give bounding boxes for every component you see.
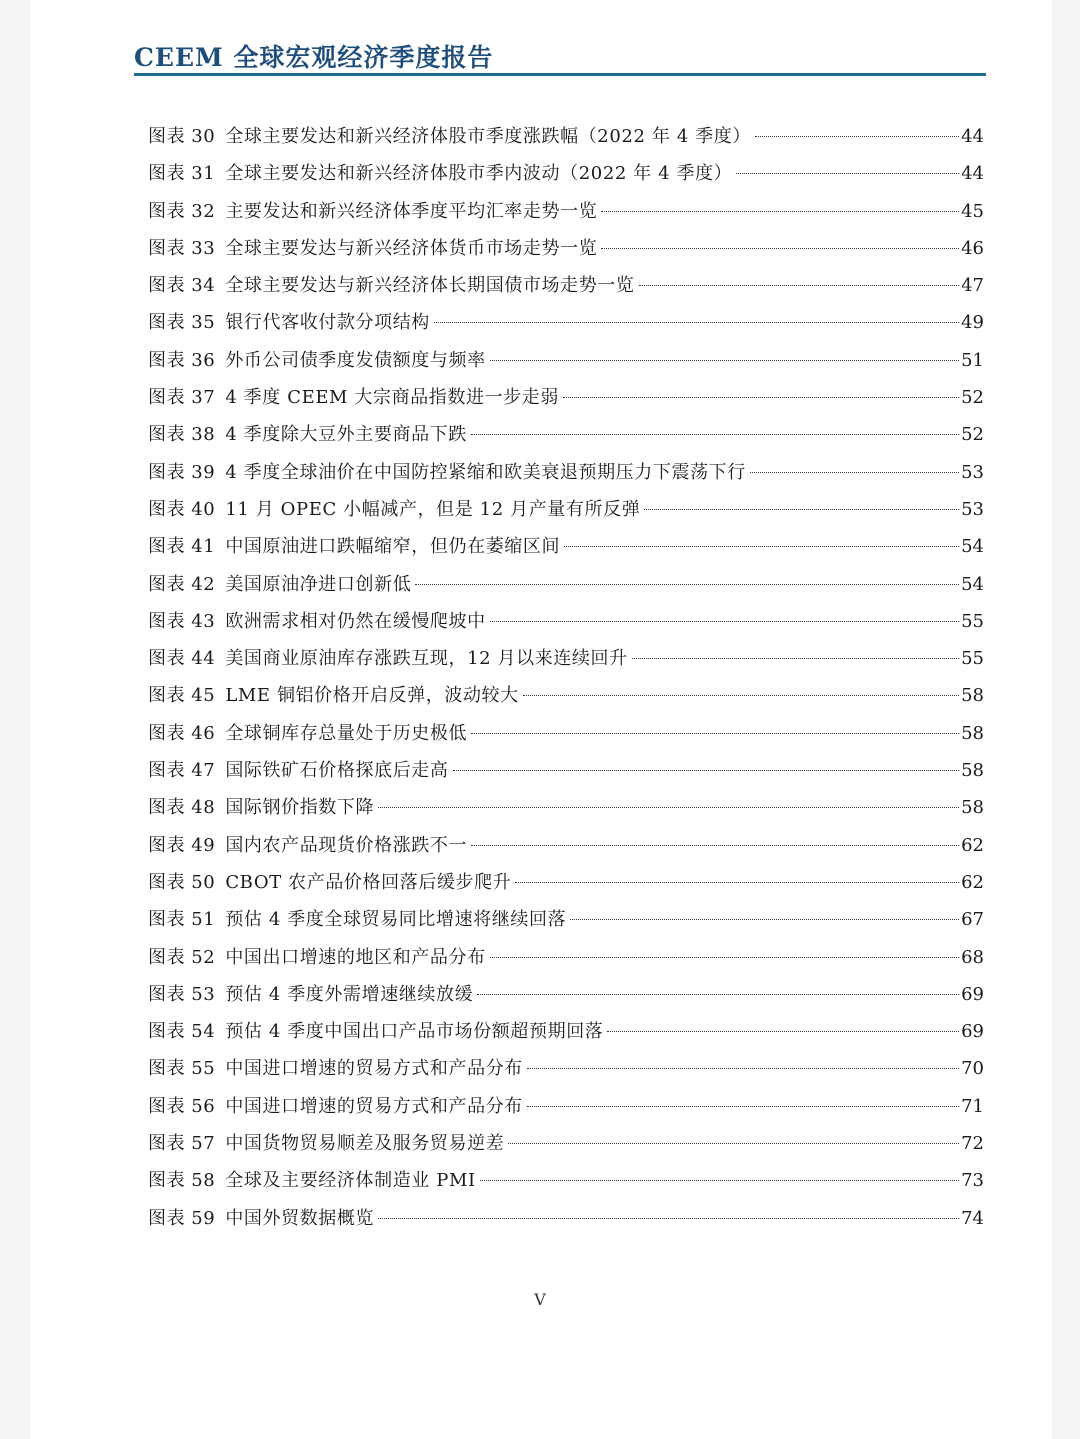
toc-entry[interactable]	[148, 1125, 984, 1162]
toc-entry-number: 50	[191, 871, 216, 893]
toc-entry[interactable]	[148, 1013, 984, 1050]
toc-entry-page: 55	[961, 610, 984, 632]
toc-entry-title: 预估 4 季度中国出口产品市场份额超预期回落	[225, 1021, 604, 1043]
toc-dot-leader	[750, 472, 959, 473]
toc-entry[interactable]	[148, 155, 984, 192]
toc-entry-title: 全球及主要经济体制造业 PMI	[225, 1170, 476, 1192]
toc-dot-leader	[415, 584, 959, 585]
toc-dot-leader	[515, 882, 959, 883]
toc-entry-number: 51	[191, 909, 216, 931]
toc-entry-title: 中国进口增速的贸易方式和产品分布	[225, 1058, 523, 1080]
toc-entry-title: 全球主要发达与新兴经济体长期国债市场走势一览	[225, 275, 635, 297]
toc-dot-leader	[570, 919, 959, 920]
toc-entry[interactable]	[148, 491, 984, 528]
toc-entry-number: 33	[191, 237, 216, 259]
toc-entry-label: 图表	[148, 237, 186, 259]
toc-entry-title: 银行代客收付款分项结构	[225, 312, 430, 334]
toc-entry-number: 56	[191, 1095, 216, 1117]
toc-dot-leader	[471, 845, 959, 846]
toc-entry-page: 44	[961, 126, 984, 147]
toc-entry-page: 58	[961, 797, 984, 819]
toc-entry[interactable]	[148, 640, 984, 677]
toc-entry-label: 图表	[148, 760, 186, 782]
toc-entry-title: LME 铜铝价格开启反弹，波动较大	[225, 685, 519, 707]
toc-entry-number: 36	[191, 349, 216, 371]
toc-entry-number: 54	[191, 1021, 216, 1043]
toc-entry-title: 主要发达和新兴经济体季度平均汇率走势一览	[225, 200, 598, 222]
toc-entry[interactable]	[148, 901, 984, 938]
toc-entry-number: 53	[191, 983, 216, 1005]
toc-entry[interactable]	[148, 528, 984, 565]
toc-entry-label: 图表	[148, 1207, 186, 1229]
toc-entry[interactable]	[148, 304, 984, 341]
toc-dot-leader	[490, 957, 959, 958]
toc-entry-page: 62	[961, 871, 984, 893]
toc-entry-page: 44	[961, 163, 984, 185]
toc-dot-leader	[601, 248, 959, 249]
toc-entry-page: 54	[961, 573, 984, 595]
toc-entry-title: 11 月 OPEC 小幅减产，但是 12 月产量有所反弹	[225, 498, 641, 520]
toc-entry-label: 图表	[148, 126, 186, 147]
toc-entry-page: 51	[961, 349, 984, 371]
toc-entry-title: 全球主要发达和新兴经济体股市季内波动（2022 年 4 季度）	[225, 163, 733, 185]
toc-entry-label: 图表	[148, 834, 186, 856]
toc-entry-label: 图表	[148, 1095, 186, 1117]
toc-entry[interactable]	[148, 827, 984, 864]
toc-entry-title: 美国商业原油库存涨跌互现，12 月以来连续回升	[225, 648, 628, 670]
toc-entry[interactable]	[148, 1050, 984, 1087]
toc-entry-title: 4 季度除大豆外主要商品下跌	[225, 424, 467, 446]
toc-entry[interactable]	[148, 342, 984, 379]
toc-dot-leader	[490, 360, 959, 361]
toc-entry-page: 58	[961, 760, 984, 782]
toc-dot-leader	[471, 733, 959, 734]
toc-entry-page: 47	[961, 275, 984, 297]
toc-entry[interactable]	[148, 454, 984, 491]
toc-entry-page: 73	[961, 1170, 984, 1192]
toc-entry-label: 图表	[148, 387, 186, 409]
toc-entry-title: 国际铁矿石价格探底后走高	[225, 760, 449, 782]
toc-dot-leader	[508, 1143, 959, 1144]
toc-entry-title: 预估 4 季度全球贸易同比增速将继续回落	[225, 909, 567, 931]
toc-entry-number: 47	[191, 760, 216, 782]
toc-entry-number: 38	[191, 424, 216, 446]
toc-entry-title: 全球主要发达和新兴经济体股市季度涨跌幅（2022 年 4 季度）	[225, 126, 751, 147]
toc-entry-page: 52	[961, 387, 984, 409]
toc-entry-title: 4 季度全球油价在中国防控紧缩和欧美衰退预期压力下震荡下行	[225, 461, 746, 483]
toc-entry[interactable]	[148, 677, 984, 714]
toc-entry-page: 69	[961, 983, 984, 1005]
toc-entry-page: 53	[961, 498, 984, 520]
toc-entry-number: 46	[191, 722, 216, 744]
toc-entry-title: 国际钢价指数下降	[225, 797, 375, 819]
toc-entry-number: 48	[191, 797, 216, 819]
toc-entry[interactable]	[148, 603, 984, 640]
toc-entry[interactable]	[148, 267, 984, 304]
toc-entry-title: 中国原油进口跌幅缩窄，但仍在萎缩区间	[225, 536, 561, 558]
toc-dot-leader	[378, 807, 959, 808]
toc-entry-number: 34	[191, 275, 216, 297]
toc-entry-page: 55	[961, 648, 984, 670]
toc-entry-page: 58	[961, 722, 984, 744]
toc-entry-number: 41	[191, 536, 216, 558]
toc-dot-leader	[477, 994, 959, 995]
toc-entry-page: 69	[961, 1021, 984, 1043]
toc-entry[interactable]	[148, 752, 984, 789]
toc-dot-leader	[480, 1180, 959, 1181]
toc-entry[interactable]	[148, 566, 984, 603]
toc-dot-leader	[527, 1068, 959, 1069]
toc-entry-title: 中国出口增速的地区和产品分布	[225, 946, 486, 968]
toc-entry-number: 45	[191, 685, 216, 707]
toc-entry-label: 图表	[148, 536, 186, 558]
toc-entry-label: 图表	[148, 648, 186, 670]
toc-entry-label: 图表	[148, 946, 186, 968]
toc-entry-label: 图表	[148, 909, 186, 931]
toc-entry[interactable]	[148, 1088, 984, 1125]
toc-entry-page: 70	[961, 1058, 984, 1080]
toc-entry-title: 中国货物贸易顺差及服务贸易逆差	[225, 1133, 505, 1155]
toc-entry-page: 62	[961, 834, 984, 856]
toc-entry-number: 32	[191, 200, 216, 222]
toc-entry-label: 图表	[148, 722, 186, 744]
toc-entry-number: 30	[191, 126, 216, 147]
toc-entry[interactable]	[148, 789, 984, 826]
toc-entry[interactable]	[148, 715, 984, 752]
page-number: V	[534, 1290, 546, 1309]
toc-entry[interactable]	[148, 118, 984, 155]
toc-entry-number: 58	[191, 1170, 216, 1192]
toc-entry[interactable]	[148, 193, 984, 230]
toc-entry-page: 58	[961, 685, 984, 707]
toc-entry[interactable]	[148, 1200, 984, 1237]
toc-entry-title: CBOT 农产品价格回落后缓步爬升	[225, 871, 512, 893]
toc-entry-number: 49	[191, 834, 216, 856]
toc-entry-title: 美国原油净进口创新低	[225, 573, 412, 595]
toc-dot-leader	[563, 397, 959, 398]
toc-dot-leader	[736, 173, 959, 174]
toc-dot-leader	[527, 1106, 959, 1107]
toc-entry[interactable]	[148, 416, 984, 453]
toc-entry-page: 52	[961, 424, 984, 446]
toc-dot-leader	[378, 1218, 959, 1219]
toc-entry-label: 图表	[148, 1170, 186, 1192]
toc-dot-leader	[490, 621, 959, 622]
toc-entry-label: 图表	[148, 573, 186, 595]
toc-entry[interactable]	[148, 864, 984, 901]
toc-entry-page: 74	[961, 1207, 984, 1229]
toc-entry-label: 图表	[148, 498, 186, 520]
toc-entry-title: 欧洲需求相对仍然在缓慢爬坡中	[225, 610, 486, 632]
toc-entry-label: 图表	[148, 1133, 186, 1155]
toc-entry-page: 67	[961, 909, 984, 931]
toc-entry-page: 71	[961, 1095, 984, 1117]
toc-entry-label: 图表	[148, 461, 186, 483]
toc-entry-page: 45	[961, 200, 984, 222]
toc-dot-leader	[523, 695, 959, 696]
toc-entry-number: 39	[191, 461, 216, 483]
toc-dot-leader	[639, 285, 960, 286]
toc-entry-label: 图表	[148, 983, 186, 1005]
toc-entry[interactable]	[148, 939, 984, 976]
toc-dot-leader	[564, 546, 959, 547]
toc-entry-number: 43	[191, 610, 216, 632]
toc-entry-number: 57	[191, 1133, 216, 1155]
toc-entry-number: 52	[191, 946, 216, 968]
toc-entry-label: 图表	[148, 797, 186, 819]
toc-entry-page: 72	[961, 1133, 984, 1155]
toc-entry-number: 31	[191, 163, 216, 185]
toc-dot-leader	[434, 322, 959, 323]
toc-entry-title: 全球主要发达与新兴经济体货币市场走势一览	[225, 237, 598, 259]
toc-entry[interactable]	[148, 1162, 984, 1199]
toc-entry-label: 图表	[148, 1058, 186, 1080]
toc-entry[interactable]	[148, 379, 984, 416]
report-header-title: CEEM 全球宏观经济季度报告	[134, 43, 494, 72]
toc-dot-leader	[607, 1031, 959, 1032]
toc-entry-number: 35	[191, 312, 216, 334]
toc-entry-title: 中国进口增速的贸易方式和产品分布	[225, 1095, 523, 1117]
toc-dot-leader	[471, 434, 959, 435]
toc-entry-number: 42	[191, 573, 216, 595]
toc-entry-page: 49	[961, 312, 984, 334]
toc-dot-leader	[601, 211, 959, 212]
toc-entry-label: 图表	[148, 349, 186, 371]
toc-entry-page: 54	[961, 536, 984, 558]
toc-entry-label: 图表	[148, 275, 186, 297]
toc-dot-leader	[453, 770, 960, 771]
toc-entry-page: 68	[961, 946, 984, 968]
toc-entry-title: 全球铜库存总量处于历史极低	[225, 722, 468, 744]
toc-entry-page: 53	[961, 461, 984, 483]
toc-dot-leader	[755, 136, 959, 137]
toc-entry[interactable]	[148, 230, 984, 267]
toc-entry-number: 37	[191, 387, 216, 409]
toc-entry-title: 外币公司债季度发债额度与频率	[225, 349, 486, 371]
toc-entry-label: 图表	[148, 685, 186, 707]
header-divider	[134, 73, 986, 76]
toc-entry-title: 预估 4 季度外需增速继续放缓	[225, 983, 474, 1005]
toc-entry-label: 图表	[148, 1021, 186, 1043]
toc-entry-title: 4 季度 CEEM 大宗商品指数进一步走弱	[225, 387, 560, 409]
toc-dot-leader	[644, 509, 959, 510]
toc-entry-label: 图表	[148, 610, 186, 632]
figure-list	[148, 118, 984, 1237]
toc-entry-title: 中国外贸数据概览	[225, 1207, 375, 1229]
toc-entry-label: 图表	[148, 871, 186, 893]
toc-entry-title: 国内农产品现货价格涨跌不一	[225, 834, 468, 856]
toc-entry-label: 图表	[148, 200, 186, 222]
toc-entry-number: 59	[191, 1207, 216, 1229]
toc-entry-number: 40	[191, 498, 216, 520]
toc-entry[interactable]	[148, 976, 984, 1013]
toc-entry-label: 图表	[148, 163, 186, 185]
toc-dot-leader	[632, 658, 959, 659]
toc-entry-label: 图表	[148, 312, 186, 334]
toc-entry-number: 55	[191, 1058, 216, 1080]
toc-entry-label: 图表	[148, 424, 186, 446]
toc-entry-number: 44	[191, 648, 216, 670]
toc-entry-page: 46	[961, 237, 984, 259]
